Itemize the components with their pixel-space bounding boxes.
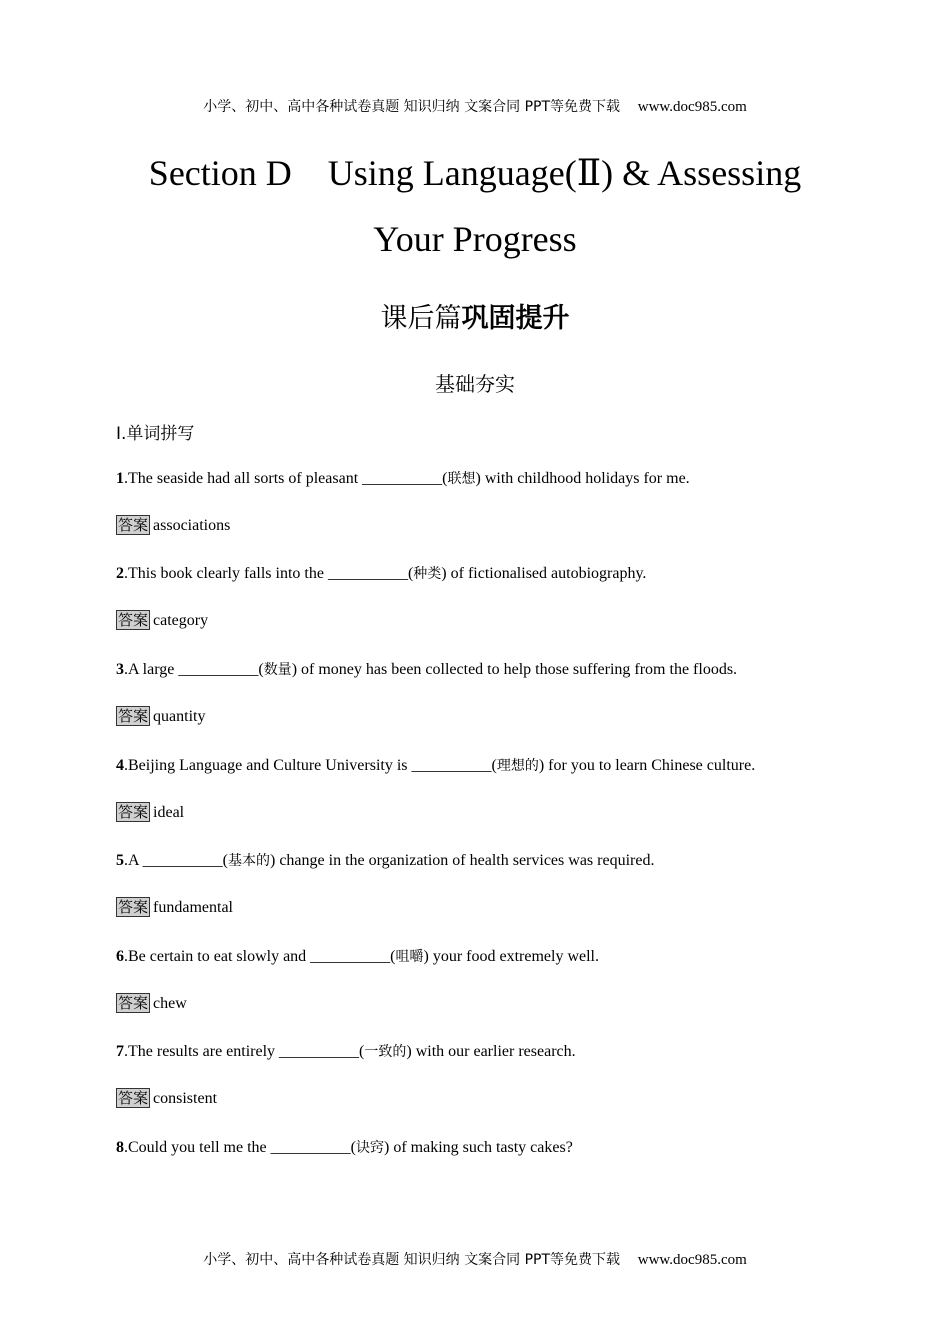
header-url[interactable]: www.doc985.com [637,99,747,115]
subtitle [0,296,950,335]
question-hint: 一致的 [364,1044,407,1060]
answer [116,897,233,917]
answer-text: consistent [153,1090,218,1107]
answer-tag: 答案 [118,707,149,725]
footer-url[interactable]: www.doc985.com [637,1252,747,1268]
answer-tag: 答案 [118,898,149,916]
answer-text: chew [153,995,187,1012]
question-number: 1 [116,470,124,487]
page-footer [0,1249,950,1269]
answer [116,1088,217,1108]
part-heading: Ⅰ.单词拼写 [116,424,195,444]
question [116,563,896,583]
answer-tag: 答案 [118,611,149,629]
question-text-before: .The results are entirely __________( [124,1043,365,1060]
question-hint: 数量 [263,662,292,678]
title-line-2: Your Progress [373,219,577,259]
question-text-before: .Beijing Language and Culture University is __________( [124,757,497,774]
answer [116,706,205,726]
question-number: 8 [116,1139,124,1156]
answer [116,993,187,1013]
footer-text: 小学、初中、高中各种试卷真题 知识归纳 文案合同 PPT等免费下载 [203,1252,621,1268]
question [116,1137,896,1157]
answer-tag: 答案 [118,1089,149,1107]
subtitle-normal: 课后篇 [380,303,462,334]
question [116,755,896,775]
question-hint: 诀窍 [355,1140,384,1156]
answer-text: fundamental [153,899,233,916]
question-text-before: .A __________( [124,852,228,869]
question-hint: 种类 [413,566,442,582]
question [116,659,896,679]
question-text-before: .A large __________( [124,661,264,678]
answer [116,610,208,630]
answer-text: category [153,612,209,629]
question-text-before: .Be certain to eat slowly and __________( [124,948,396,965]
question [116,946,896,966]
question-text-after: ) change in the organization of health services was required. [270,852,655,869]
page-header [0,96,950,116]
question-hint: 咀嚼 [395,949,424,965]
question-text-before: .This book clearly falls into the __________( [124,565,414,582]
question-text-after: ) for you to learn Chinese culture. [538,757,756,774]
header-text: 小学、初中、高中各种试卷真题 知识归纳 文案合同 PPT等免费下载 [203,99,621,115]
question-text-before: .The seaside had all sorts of pleasant __________( [124,470,448,487]
question-number: 5 [116,852,124,869]
question-number: 2 [116,565,124,582]
question-text-after: ) of making such tasty cakes? [383,1139,573,1156]
answer-text: quantity [153,708,206,725]
question-number: 6 [116,948,124,965]
answer-tag: 答案 [118,803,149,821]
question-text-after: ) with our earlier research. [406,1043,576,1060]
question-text-after: ) of money has been collected to help those suffering from the floods. [291,661,738,678]
question-number: 4 [116,757,124,774]
section-label: 基础夯实 [435,372,515,396]
question [116,1041,896,1061]
question-text-before: .Could you tell me the __________( [124,1139,356,1156]
question-number: 3 [116,661,124,678]
question-hint: 联想 [447,471,476,487]
subtitle-bold: 巩固提升 [461,303,570,334]
answer-tag: 答案 [118,994,149,1012]
question-text-after: ) your food extremely well. [423,948,599,965]
question-hint: 基本的 [228,853,270,869]
answer [116,515,230,535]
document-title [0,140,950,272]
question-number: 7 [116,1043,124,1060]
question-text-after: ) of fictionalised autobiography. [441,565,647,582]
question-text-after: ) with childhood holidays for me. [475,470,690,487]
question-hint: 理想的 [496,758,539,774]
answer-text: ideal [153,804,185,821]
title-line-1: Section D Using Language(Ⅱ) & Assessing [148,153,802,193]
answer [116,802,184,822]
answer-tag: 答案 [118,516,149,534]
question [116,468,896,488]
answer-text: associations [153,517,231,534]
question [116,850,896,870]
